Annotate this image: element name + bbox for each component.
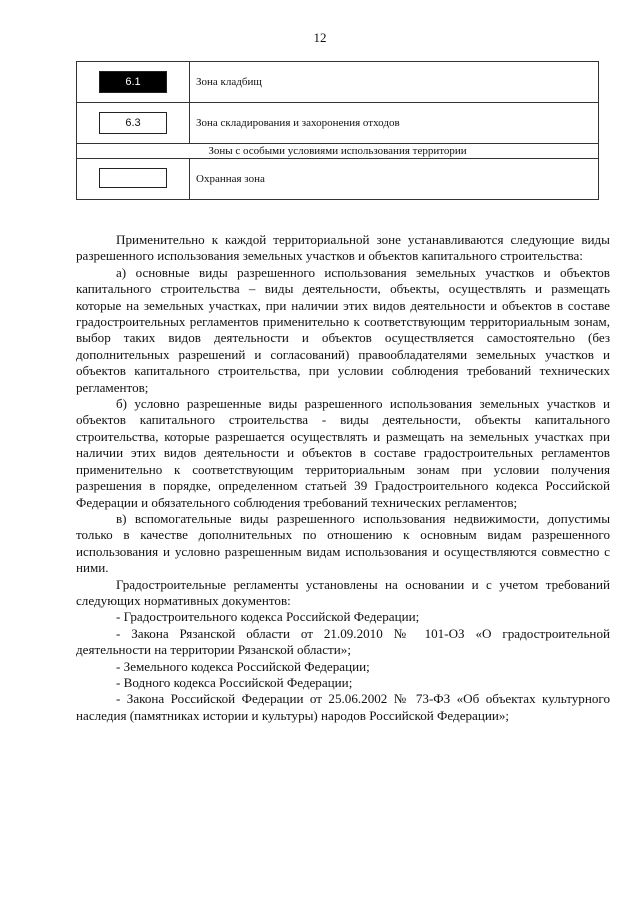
zone-code-badge: 6.1 <box>99 71 167 93</box>
legend-section-row <box>77 144 599 159</box>
legend-row <box>77 159 599 200</box>
page-number: 12 <box>313 30 327 45</box>
legend-label: Зона складирования и захоронения отходов <box>190 103 599 144</box>
list-item: - Закона Рязанской области от 21.09.2010 № 101-ОЗ «О градостроительной деятельности на территории Рязанской области»; <box>76 625 610 658</box>
protection-zone-symbol <box>99 168 167 188</box>
document-body <box>76 232 610 724</box>
legend-section-header: Зоны с особыми условиями использования территории <box>77 144 599 159</box>
legend-row <box>77 103 599 144</box>
paragraph: в) вспомогательные виды разрешенного использования недвижимости, допустимы только в качестве дополнительных по отношению к основным видам разрешенного использования и условно разрешенным видам использования и осуществляются совместно с ними. <box>76 510 610 576</box>
zone-legend-table <box>76 61 599 200</box>
legend-label: Охранная зона <box>190 159 599 200</box>
list-item: - Градостроительного кодекса Российской Федерации; <box>116 609 420 625</box>
list-item: - Водного кодекса Российской Федерации; <box>116 674 353 690</box>
legend-symbol-cell <box>77 159 190 200</box>
list-item: - Закона Российской Федерации от 25.06.2002 № 73-ФЗ «Об объектах культурного наследия (памятниках истории и культуры) народов Российской Федерации»; <box>76 691 610 723</box>
paragraph: Градостроительные регламенты установлены на основании и с учетом требований следующих нормативных документов: <box>76 576 610 608</box>
paragraph: а) основные виды разрешенного использования земельных участков и объектов капитального строительства – виды деятельности, объекты, осуществлять и размещать которые на земельных участках, при наличии этих видов деятельности и объектов в составе градостроительных регламентов применительно к соответствующим территориальным зонам, выбор таких видов деятельности и объектов осуществляется самостоятельно (без дополнительных разрешений и согласований) правообладателями земельных участков и объектов капитального строительства, при условии соблюдения требований технических регламентов; <box>76 264 610 395</box>
legend-row <box>77 62 599 103</box>
legend-symbol-cell <box>77 103 190 144</box>
legend-label: Зона кладбищ <box>190 62 599 103</box>
legend-symbol-cell <box>77 62 190 103</box>
list-item: - Земельного кодекса Российской Федерации; <box>116 658 370 674</box>
paragraph: б) условно разрешенные виды разрешенного использования земельных участков и объектов капитального строительства - виды деятельности, объекты капитального строительства, которые разрешается осуществлять и размещать на земельных участках при наличии этих видов деятельности и объектов в составе градостроительных регламентов применительно к соответствующим территориальным зонам при условии получения разрешения в порядке, определенном статьей 39 Градостроительного кодекса Российской Федерации и обязательного соблюдения требований технических регламентов; <box>76 396 610 510</box>
zone-code-badge: 6.3 <box>99 112 167 134</box>
paragraph: Применительно к каждой территориальной зоне устанавливаются следующие виды разрешенного использования земельных участков и объектов капитального строительства: <box>76 232 610 264</box>
